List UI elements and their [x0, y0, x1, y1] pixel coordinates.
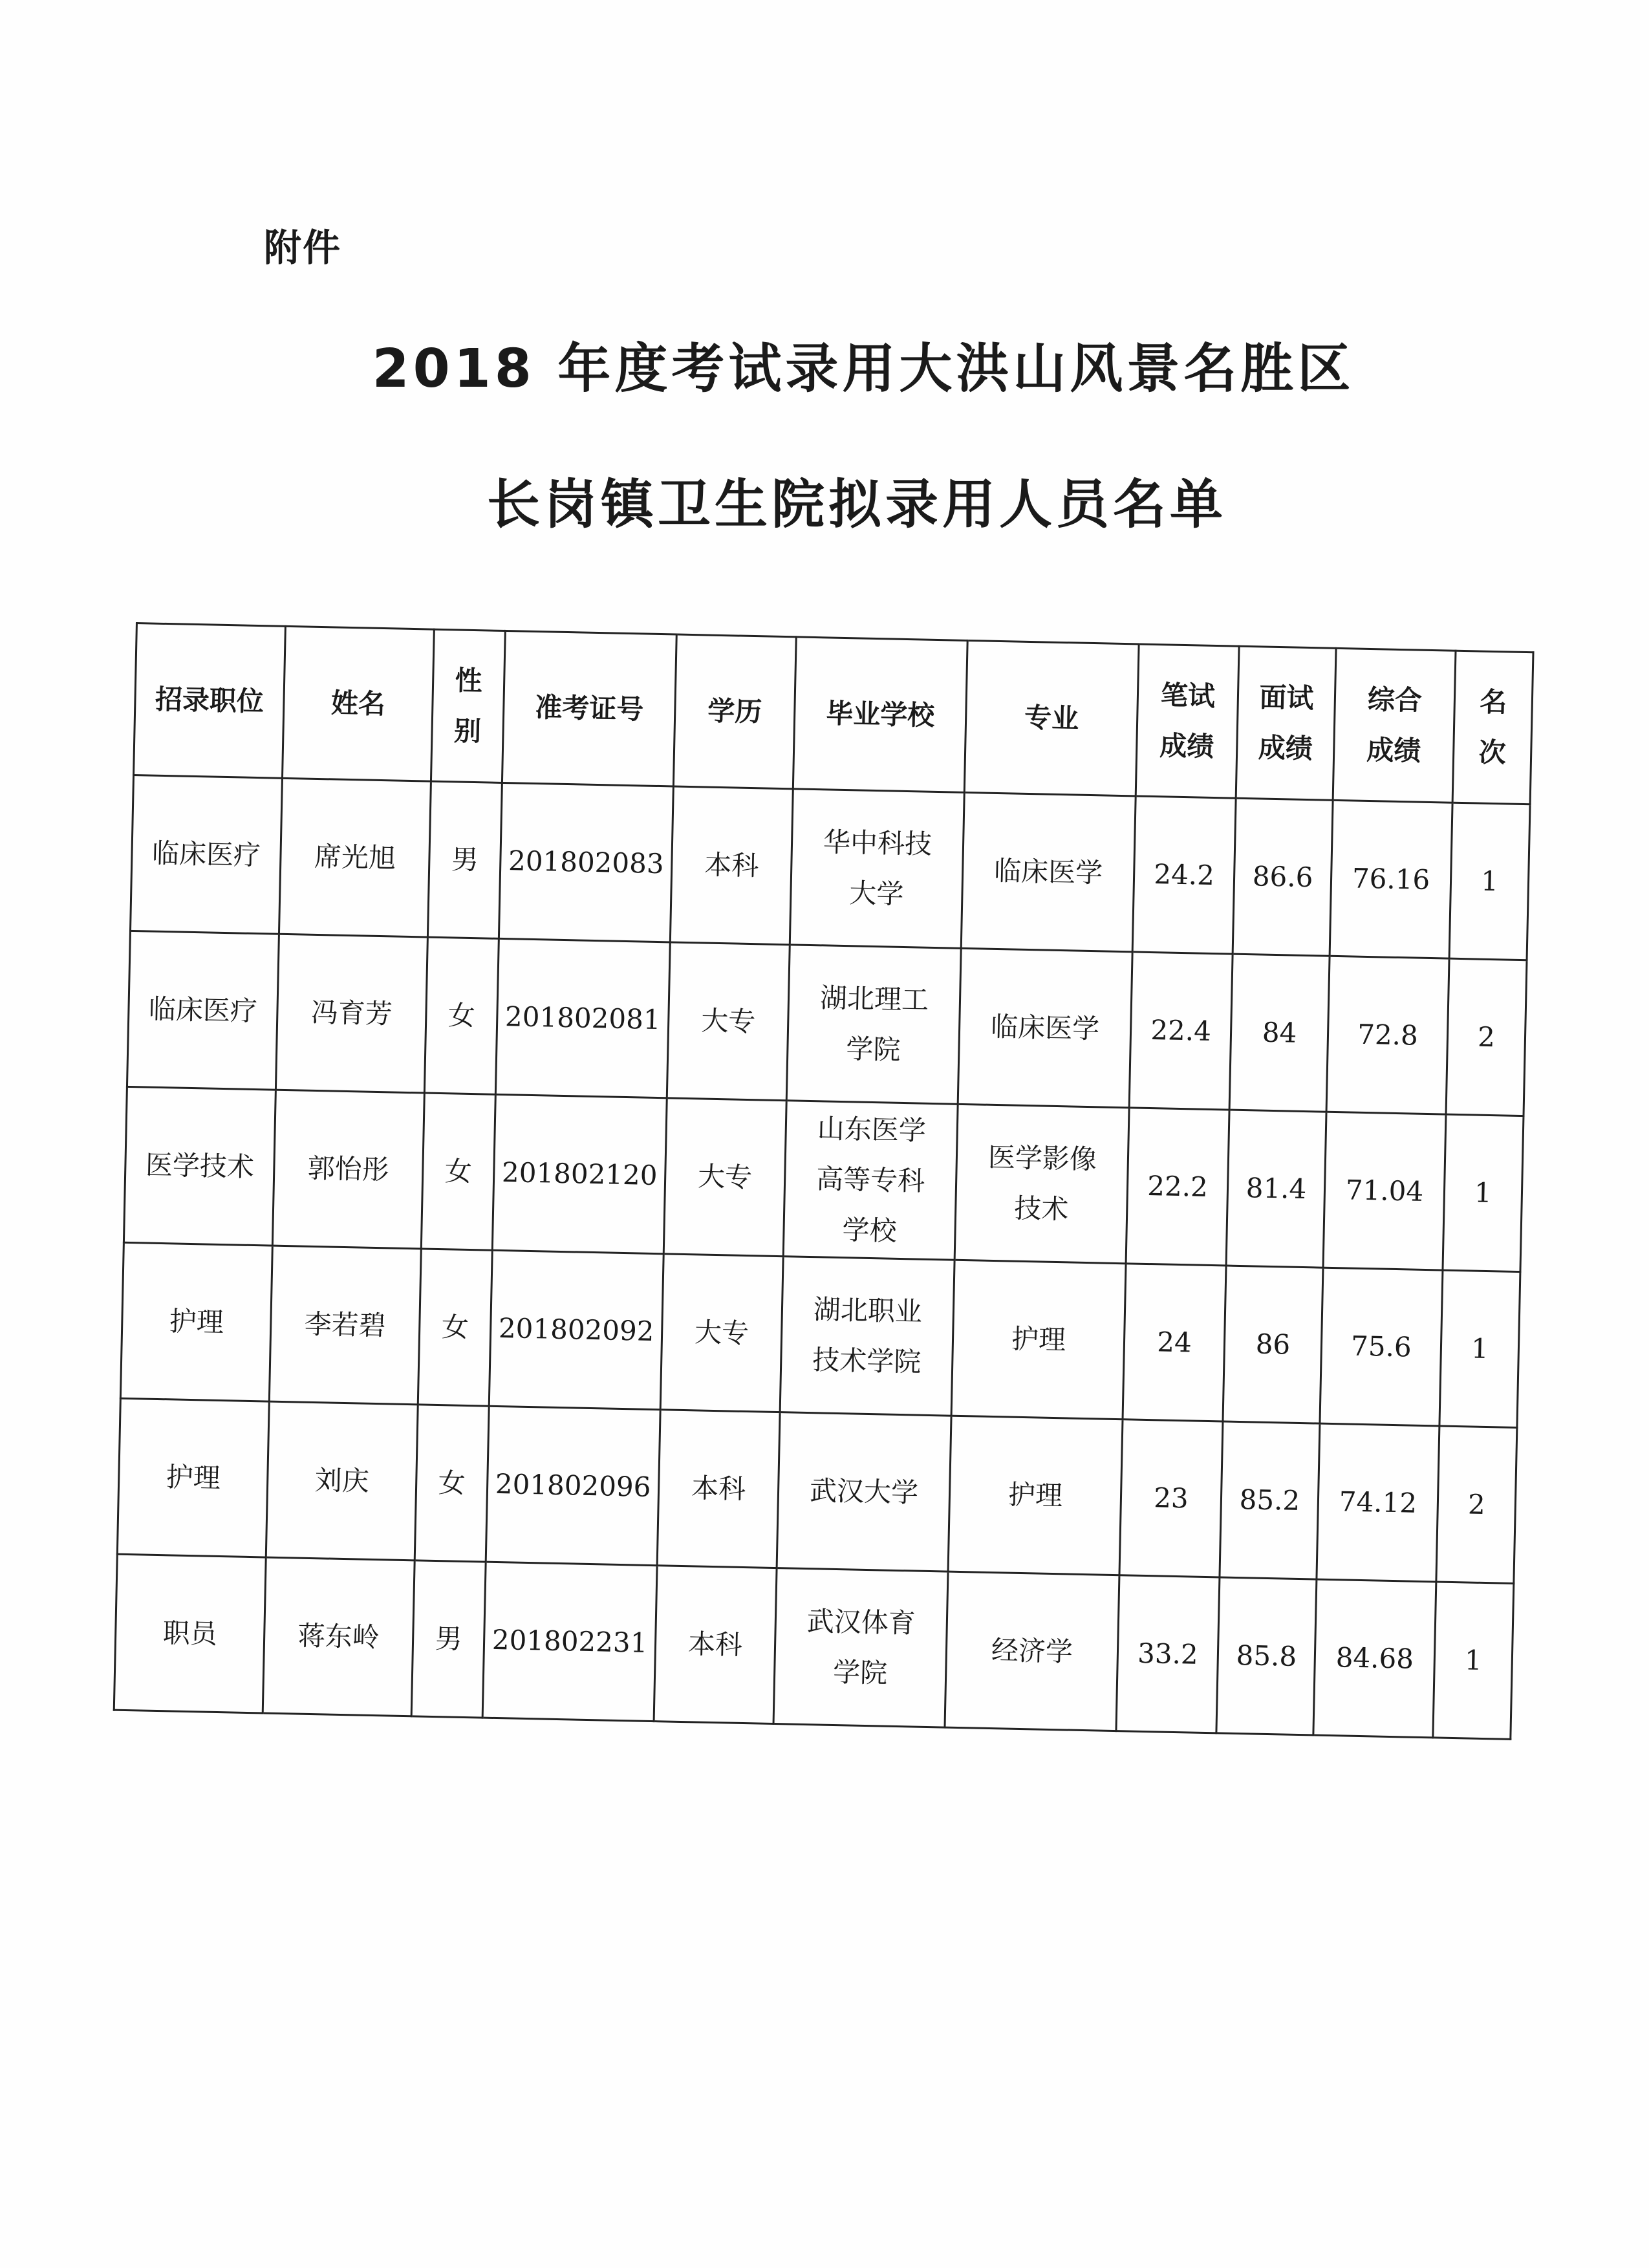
column-header-exam-id: 准考证号 [502, 631, 676, 786]
cell-total-score: 76.16 [1330, 800, 1452, 958]
table-row [120, 1242, 1520, 1427]
column-header-major: 专业 [964, 640, 1139, 795]
cell-name: 郭怡彤 [272, 1090, 424, 1249]
cell-gender: 女 [421, 1093, 495, 1250]
column-header-interview-score: 面试成绩 [1236, 646, 1336, 800]
cell-school: 山东医学高等专科学校 [783, 1101, 958, 1260]
cell-written-score: 22.2 [1126, 1108, 1229, 1266]
cell-gender: 女 [415, 1405, 489, 1562]
column-header-school: 毕业学校 [793, 637, 967, 792]
cell-interview-score: 86 [1223, 1266, 1323, 1423]
column-header-rank: 名次 [1452, 651, 1533, 804]
cell-position: 医学技术 [124, 1086, 275, 1246]
cell-exam-id: 201802096 [486, 1406, 660, 1565]
cell-education: 本科 [654, 1566, 777, 1724]
cell-total-score: 71.04 [1323, 1112, 1446, 1270]
cell-name: 李若碧 [269, 1246, 421, 1405]
cell-written-score: 24 [1123, 1264, 1226, 1421]
cell-name: 席光旭 [279, 778, 431, 937]
cell-education: 大专 [660, 1254, 783, 1412]
table-header-row [134, 623, 1533, 805]
cell-total-score: 84.68 [1313, 1579, 1436, 1738]
roster-table-container [113, 622, 1533, 1740]
cell-exam-id: 201802231 [482, 1562, 657, 1721]
cell-name: 蒋东岭 [263, 1557, 415, 1716]
cell-interview-score: 86.6 [1233, 798, 1333, 956]
column-header-gender: 性别 [431, 629, 505, 783]
cell-interview-score: 81.4 [1226, 1110, 1326, 1268]
cell-rank: 1 [1433, 1582, 1514, 1739]
cell-total-score: 75.6 [1320, 1268, 1443, 1426]
cell-interview-score: 85.8 [1216, 1577, 1317, 1735]
attachment-label: 附件 [264, 226, 342, 270]
cell-written-score: 22.4 [1129, 952, 1233, 1110]
cell-rank: 1 [1443, 1114, 1524, 1271]
table-row [117, 1398, 1517, 1583]
cell-exam-id: 201802120 [492, 1094, 667, 1253]
cell-school: 湖北理工学院 [786, 945, 961, 1104]
cell-written-score: 23 [1119, 1420, 1223, 1577]
cell-name: 刘庆 [266, 1401, 418, 1561]
cell-major: 临床医学 [961, 792, 1136, 951]
cell-position: 职员 [114, 1554, 266, 1713]
document-title-line-1: 2018 年度考试录用大洪山风景名胜区 [372, 338, 1355, 400]
cell-education: 大专 [663, 1098, 786, 1257]
cell-major: 医学影像技术 [954, 1104, 1129, 1263]
cell-total-score: 72.8 [1326, 956, 1449, 1114]
cell-exam-id: 201802083 [499, 783, 673, 942]
document-title-line-2: 长岗镇卫生院拟录用人员名单 [486, 474, 1227, 535]
column-header-total-score: 综合成绩 [1333, 648, 1456, 803]
cell-rank: 2 [1446, 958, 1527, 1116]
cell-major: 经济学 [945, 1571, 1119, 1731]
roster-table [113, 622, 1535, 1740]
cell-exam-id: 201802081 [495, 938, 670, 1097]
cell-name: 冯育芳 [275, 934, 427, 1093]
cell-education: 本科 [670, 786, 793, 945]
cell-interview-score: 85.2 [1220, 1421, 1320, 1579]
table-row [130, 775, 1530, 960]
cell-position: 护理 [120, 1242, 272, 1401]
cell-gender: 女 [418, 1249, 492, 1406]
cell-position: 临床医疗 [130, 775, 282, 934]
cell-exam-id: 201802092 [489, 1250, 663, 1409]
column-header-name: 姓名 [282, 626, 434, 781]
cell-rank: 2 [1436, 1426, 1517, 1583]
cell-major: 护理 [951, 1260, 1126, 1419]
column-header-education: 学历 [673, 634, 796, 789]
cell-rank: 1 [1449, 803, 1530, 960]
cell-gender: 男 [427, 781, 502, 938]
table-row [114, 1554, 1514, 1739]
cell-total-score: 74.12 [1317, 1423, 1439, 1582]
cell-interview-score: 84 [1229, 954, 1330, 1112]
cell-school: 武汉体育学院 [773, 1568, 948, 1727]
table-row [124, 1086, 1524, 1271]
cell-education: 本科 [657, 1410, 780, 1568]
table-row [127, 931, 1527, 1116]
cell-written-score: 24.2 [1132, 796, 1236, 954]
cell-education: 大专 [667, 942, 790, 1101]
cell-position: 临床医疗 [127, 931, 279, 1090]
column-header-written-score: 笔试成绩 [1136, 644, 1239, 798]
cell-position: 护理 [117, 1398, 269, 1557]
cell-gender: 女 [424, 937, 499, 1094]
cell-school: 武汉大学 [777, 1412, 951, 1571]
column-header-position: 招录职位 [134, 623, 286, 779]
cell-written-score: 33.2 [1116, 1575, 1220, 1733]
cell-school: 华中科技大学 [790, 789, 964, 948]
cell-school: 湖北职业技术学院 [780, 1257, 954, 1416]
cell-gender: 男 [411, 1561, 486, 1718]
cell-major: 护理 [948, 1416, 1123, 1575]
cell-major: 临床医学 [958, 948, 1132, 1107]
cell-rank: 1 [1439, 1270, 1520, 1427]
